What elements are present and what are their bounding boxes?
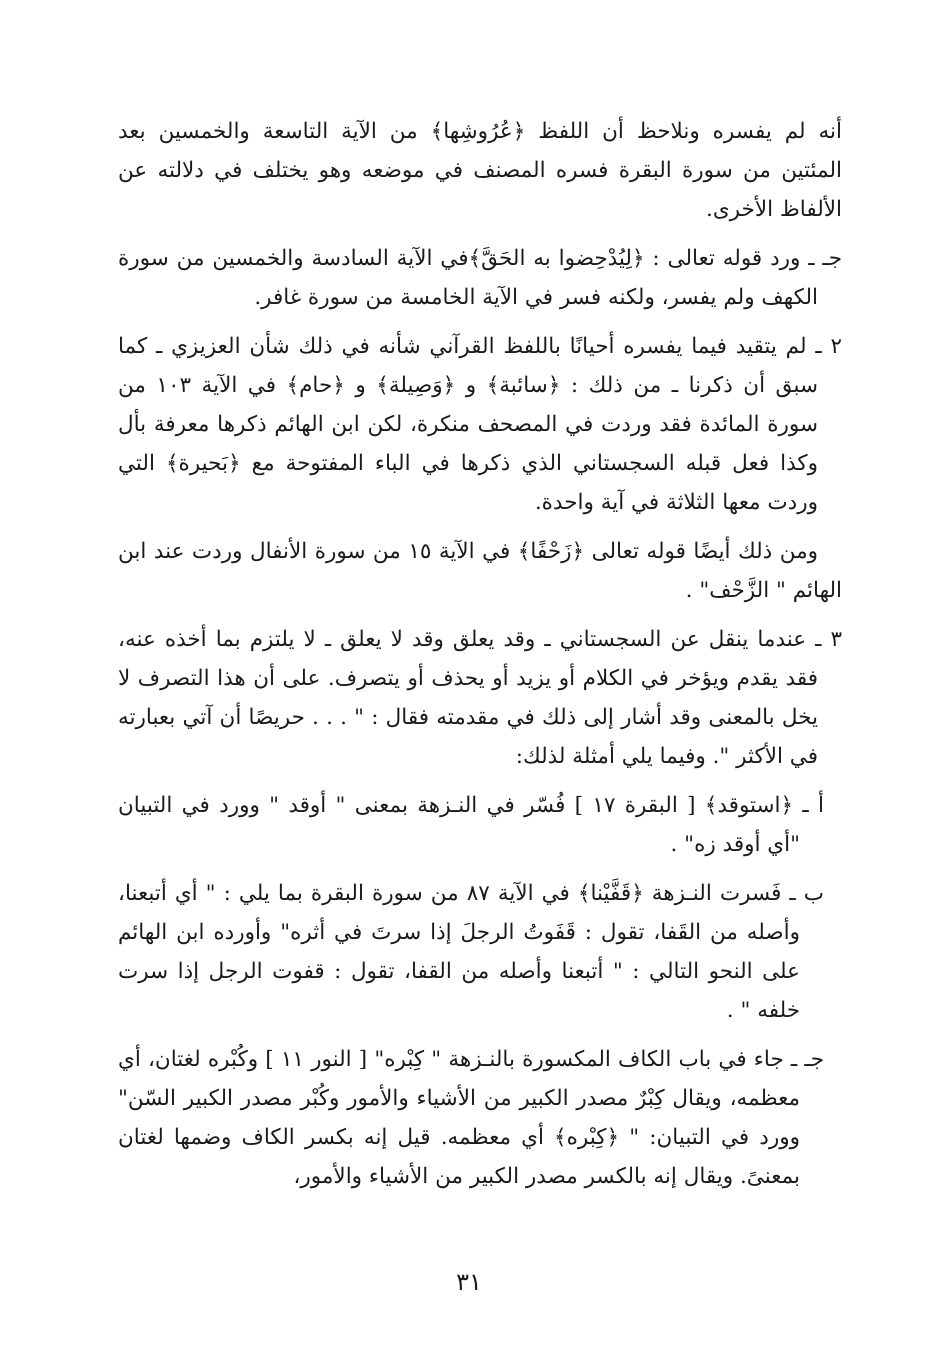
paragraph-point-2: ٢ ـ لم يتقيد فيما يفسره أحيانًا باللفظ القرآني شأنه في ذلك شأن العزيزي ـ كما سبق أن ذكرنا ـ من ذلك : ﴿سائبة﴾ و ﴿وَصِيلة﴾ و ﴿حام﴾ في الآية ١٠٣ من سورة المائدة فقد وردت في المصحف منكرة، لكن ابن الهائم ذكرها معرفة بأل وكذا فعل قبله السجستاني الذي ذكرها في الباء المفتوحة مع ﴿بَحيرة﴾ التي وردت معها الثلاثة في آية واحدة. xyxy=(118,334,842,515)
paragraph-item-alif: أ ـ ﴿استوقد﴾ [ البقرة ١٧ ] فُسّر في النـزهة بمعنى " أوقد " وورد في التبيان "أي أوقد زه" . xyxy=(118,793,824,857)
paragraph-point-2-example: ومن ذلك أيضًا قوله تعالى ﴿زَحْفًا﴾ في الآية ١٥ من سورة الأنفال وردت عند ابن الهائم " الزَّحْف" . xyxy=(118,539,842,603)
body-text xyxy=(118,112,842,1206)
paragraph-point-3: ٣ ـ عندما ينقل عن السجستاني ـ وقد يعلق وقد لا يعلق ـ لا يلتزم بما أخذه عنه، فقد يقدم ويؤخر في الكلام أو يزيد أو يحذف أو يتصرف. على أن هذا التصرف لا يخل بالمعنى وقد أشار إلى ذلك في مقدمته فقال : " . . . حريصًا أن آتي بعبارته في الأكثر ". وفيما يلي أمثلة لذلك: xyxy=(118,627,842,769)
paragraph-item-jim-2: جـ ـ جاء في باب الكاف المكسورة بالنـزهة " كِبْره" [ النور ١١ ] وكُبْره لغتان، أي معظمه، ويقال كِبْرٌ مصدر الكبير من الأشياء والأمور وكُبْر مصدر الكبير السّن" وورد في التبيان: " ﴿كِبْره﴾ أي معظمه. قيل إنه بكسر الكاف وضمها لغتان بمعنىً. ويقال إنه بالكسر مصدر الكبير من الأشياء والأمور، xyxy=(118,1047,824,1189)
paragraph-item-ba: ب ـ فَسرت النـزهة ﴿قَفَّيْنا﴾ في الآية ٨٧ من سورة البقرة بما يلي : " أي أتبعنا، وأصله من القَفا، تقول : قَفَوتُ الرجلَ إذا سرتَ في أثره" وأورده ابن الهائم على النحو التالي : " أتبعنا وأصله من القفا، تقول : قفوت الرجل إذا سرت خلفه " . xyxy=(118,881,825,1023)
page-number: ٣١ xyxy=(456,1268,482,1296)
paragraph-continuation: أنه لم يفسره ونلاحظ أن اللفظ ﴿عُرُوشِها﴾ من الآية التاسعة والخمسين بعد المئتين من سورة البقرة فسره المصنف في موضعه وهو يختلف في دلالته عن الألفاظ الأخرى. xyxy=(118,119,842,222)
paragraph-item-jim: جـ ـ ورد قوله تعالى : ﴿لِيُدْحِضوا به الحَقَّ﴾في الآية السادسة والخمسين من سورة الكهف ولم يفسر، ولكنه فسر في الآية الخامسة من سورة غافر. xyxy=(118,246,842,310)
